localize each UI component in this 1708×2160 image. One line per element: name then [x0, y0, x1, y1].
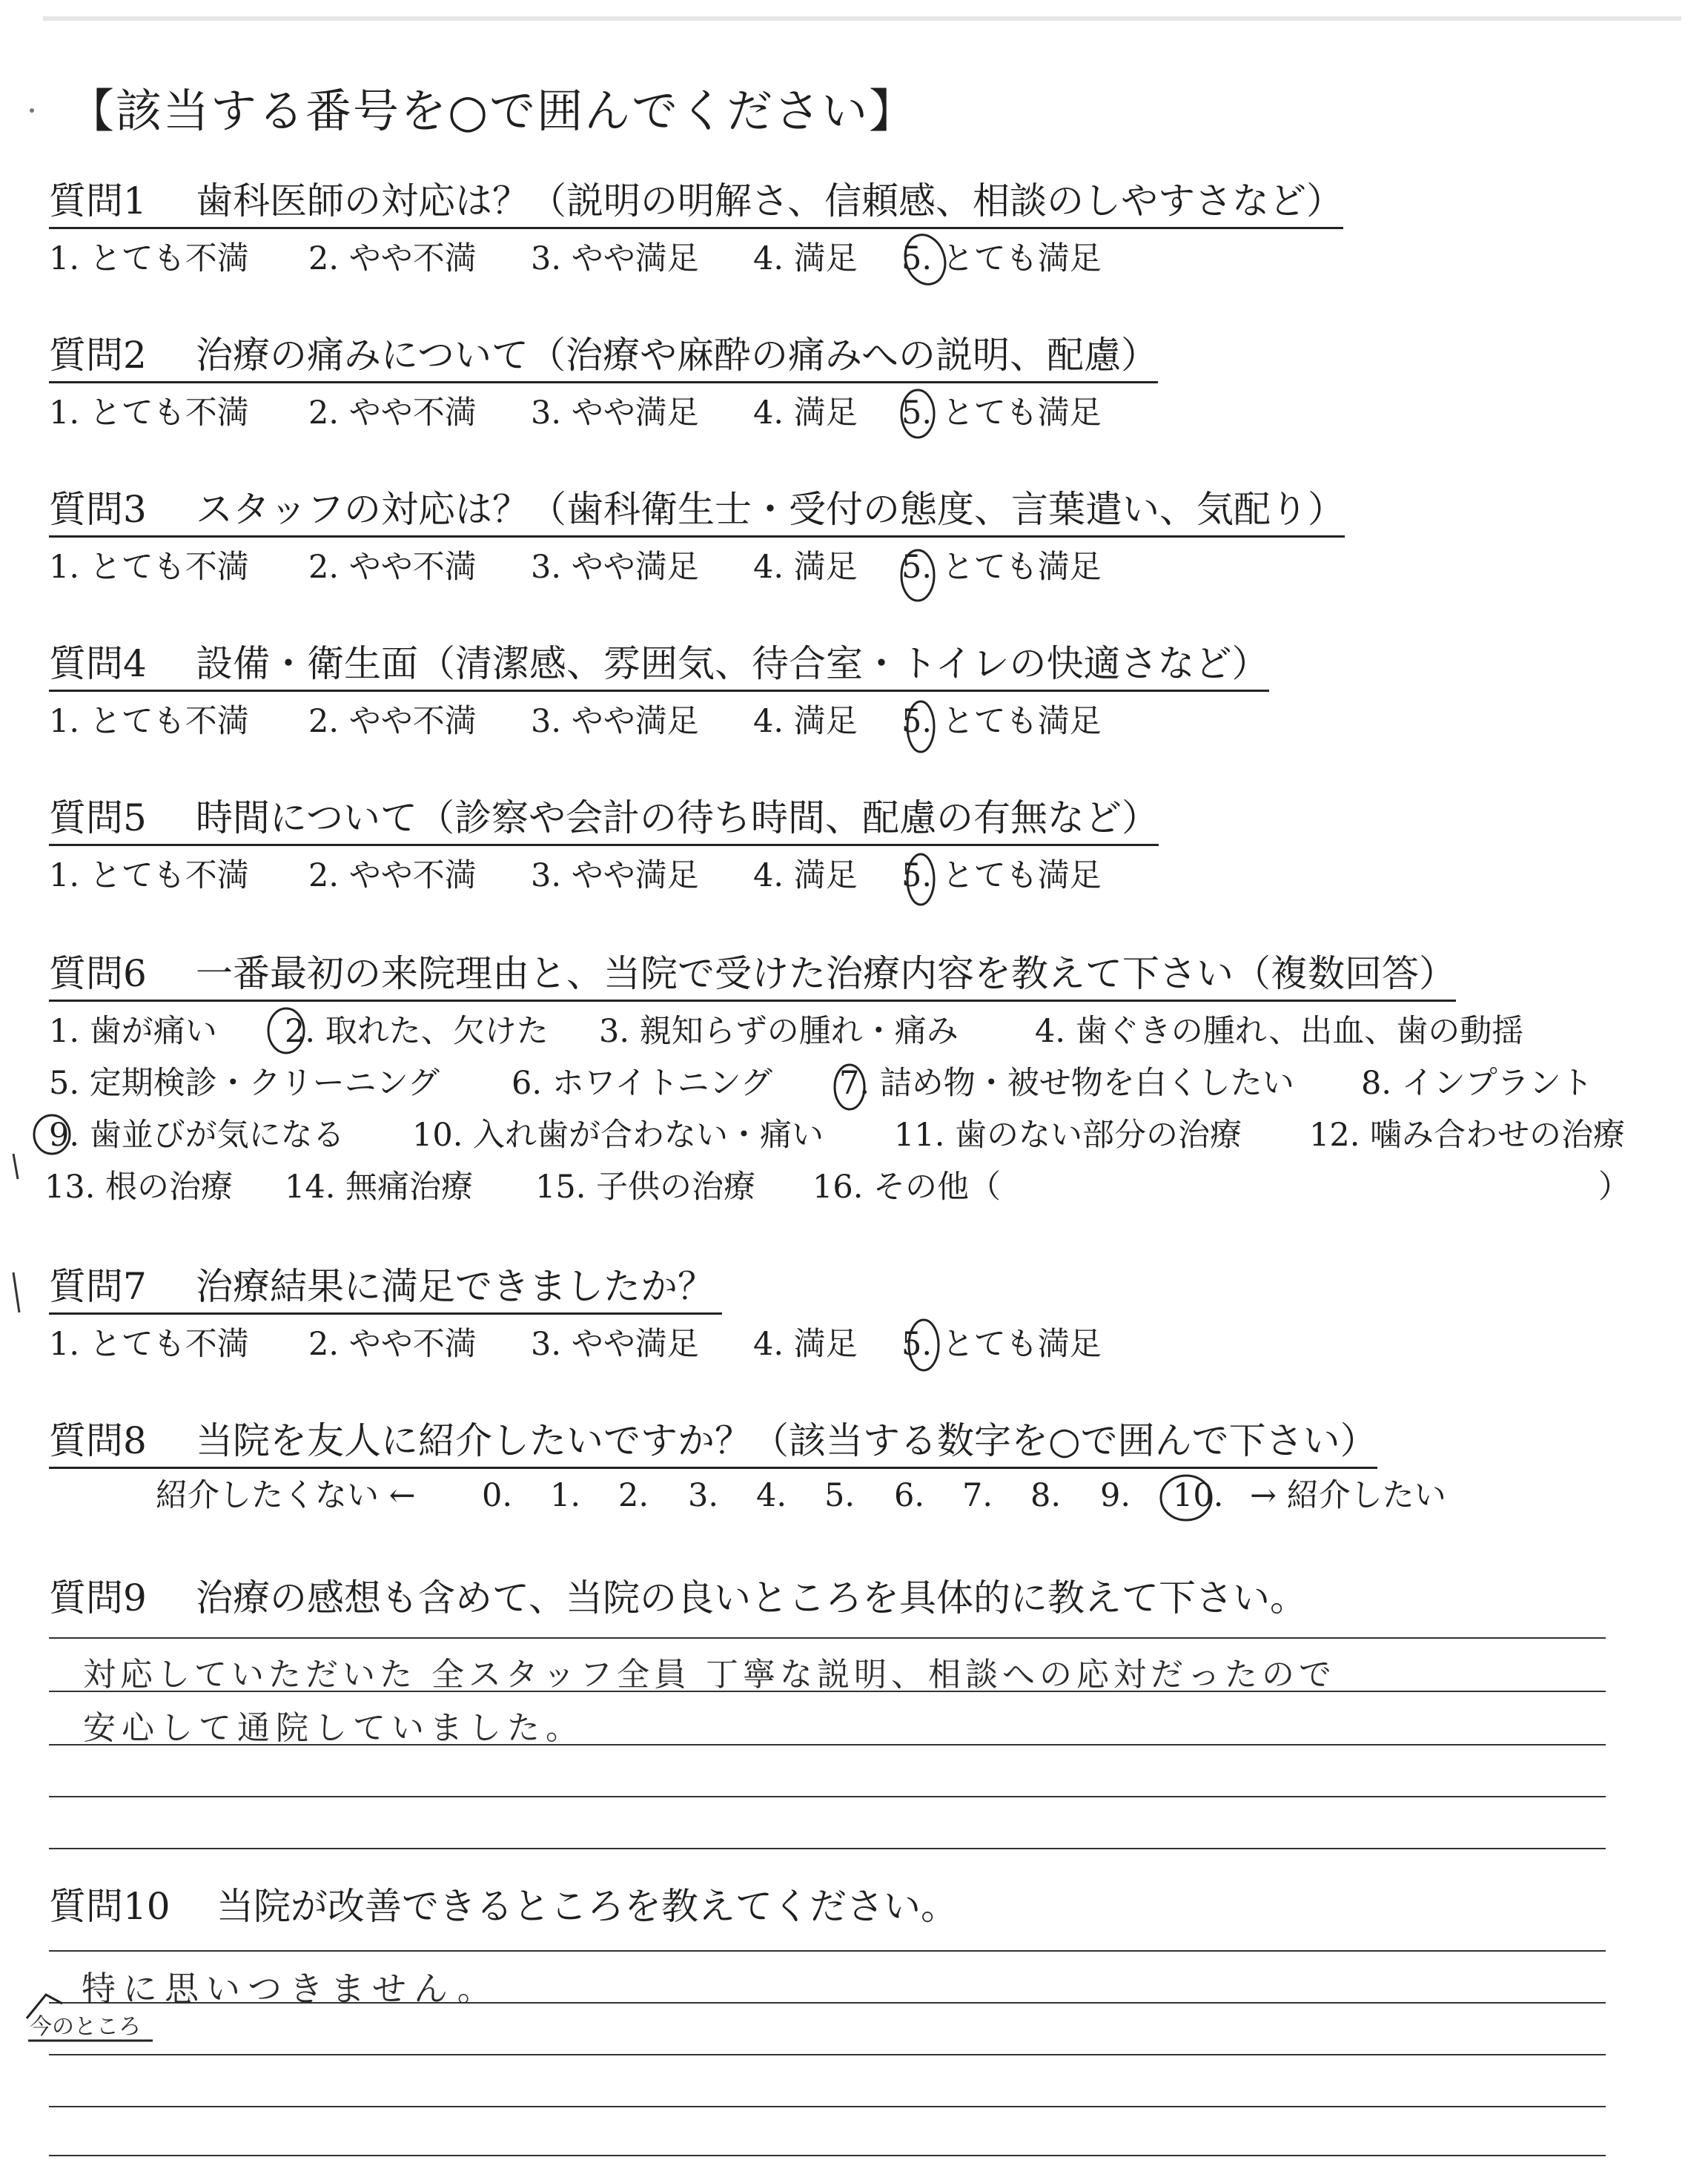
- question-10-text: 当院が改善できるところを教えてください。: [216, 1885, 958, 1928]
- question-2-number: 質問2: [49, 334, 147, 377]
- question-8-number: 質問8: [49, 1419, 147, 1462]
- q6-option-7[interactable]: 7. 詰め物・被せ物を白くしたい: [839, 1065, 1294, 1102]
- q9-handwritten-answer-2[interactable]: 安心して通院していました。: [83, 1709, 584, 1747]
- scale-3[interactable]: 3.: [688, 1477, 719, 1514]
- question-3: [49, 486, 1345, 538]
- q9-handwritten-answer-1[interactable]: 対応していただいた 全スタッフ全員 丁寧な説明、相談への応対だったので: [83, 1656, 1336, 1694]
- question-9-text: 治療の感想も含めて、当院の良いところを具体的に教えて下さい。: [196, 1576, 1307, 1619]
- option-2[interactable]: 2. やや不満: [308, 240, 477, 277]
- q6-option-3[interactable]: 3. 親知らずの腫れ・痛み: [599, 1013, 959, 1050]
- option-4[interactable]: 4. 満足: [753, 549, 858, 586]
- question-7: [49, 1264, 722, 1315]
- option-1[interactable]: 1. とても不満: [49, 857, 249, 894]
- question-1-title: [49, 178, 1343, 229]
- question-5: [49, 795, 1159, 846]
- question-9-title: [49, 1575, 1307, 1621]
- option-5[interactable]: 5. とても満足: [901, 703, 1102, 740]
- question-3-title: [49, 486, 1345, 538]
- option-4[interactable]: 4. 満足: [753, 240, 858, 277]
- question-4-number: 質問4: [49, 642, 147, 685]
- scale-1[interactable]: 1.: [550, 1477, 581, 1514]
- question-10-title: [49, 1883, 958, 1929]
- option-5[interactable]: 5. とても満足: [901, 394, 1102, 432]
- option-2[interactable]: 2. やや不満: [308, 703, 477, 740]
- q6-option-8[interactable]: 8. インプラント: [1361, 1065, 1593, 1102]
- question-8-title: [49, 1418, 1377, 1469]
- scale-10[interactable]: 10.: [1173, 1477, 1224, 1514]
- option-5[interactable]: 5. とても満足: [901, 857, 1102, 894]
- scale-9[interactable]: 9.: [1100, 1477, 1131, 1514]
- option-2[interactable]: 2. やや不満: [308, 1326, 477, 1363]
- option-3[interactable]: 3. やや満足: [531, 1326, 699, 1363]
- question-7-title: [49, 1264, 722, 1315]
- question-1-text: 歯科医師の対応は？（説明の明解さ、信頼感、相談のしやすさなど）: [196, 179, 1343, 222]
- question-7-text: 治療結果に満足できましたか？: [196, 1265, 715, 1308]
- answer-line: [49, 2054, 1606, 2055]
- question-2-text: 治療の痛みについて（治療や麻酔の痛みへの説明、配慮）: [196, 334, 1158, 377]
- option-3[interactable]: 3. やや満足: [531, 240, 699, 277]
- page-heading: 【該当する番号を○で囲んでください】: [68, 84, 917, 138]
- q10-handwritten-answer[interactable]: 特に思いつきません。: [82, 1969, 499, 2009]
- scale-right-label: → 紹介したい: [1250, 1477, 1446, 1514]
- margin-mark: [13, 1272, 19, 1312]
- question-6: [49, 951, 1456, 1002]
- q6-option-11[interactable]: 11. 歯のない部分の治療: [894, 1117, 1242, 1154]
- q6-option-13[interactable]: 13. 根の治療: [44, 1169, 234, 1206]
- scale-8[interactable]: 8.: [1030, 1477, 1062, 1514]
- q6-option-14[interactable]: 14. 無痛治療: [285, 1169, 474, 1206]
- q6-option-12[interactable]: 12. 噛み合わせの治療: [1309, 1117, 1626, 1154]
- option-1[interactable]: 1. とても不満: [49, 549, 249, 586]
- question-2-title: [49, 332, 1158, 383]
- option-1[interactable]: 1. とても不満: [49, 240, 249, 277]
- option-5[interactable]: 5. とても満足: [901, 549, 1102, 586]
- answer-line: [49, 1796, 1606, 1797]
- q6-option-10[interactable]: 10. 入れ歯が合わない・痛い: [412, 1117, 824, 1154]
- question-7-number: 質問7: [49, 1265, 147, 1308]
- q6-option-16[interactable]: 16. その他（: [812, 1169, 1002, 1206]
- option-3[interactable]: 3. やや満足: [531, 549, 699, 586]
- q6-option-16-close: ）: [1598, 1169, 1630, 1206]
- question-8: [49, 1418, 1377, 1469]
- q6-option-1[interactable]: 1. 歯が痛い: [49, 1013, 217, 1050]
- answer-line: [49, 1950, 1606, 1952]
- scale-0[interactable]: 0.: [482, 1477, 513, 1514]
- q6-option-9[interactable]: 9. 歯並びが気になる: [49, 1117, 345, 1154]
- option-2[interactable]: 2. やや不満: [308, 857, 477, 894]
- q6-option-4[interactable]: 4. 歯ぐきの腫れ、出血、歯の動揺: [1035, 1013, 1524, 1050]
- answer-line: [49, 2155, 1606, 2156]
- scale-left-label: 紹介したくない ←: [156, 1477, 416, 1514]
- question-2: [49, 332, 1158, 383]
- scale-5[interactable]: 5.: [824, 1477, 855, 1514]
- question-9-number: 質問9: [49, 1576, 147, 1619]
- scan-speck: [30, 108, 34, 113]
- answer-line: [49, 1637, 1606, 1639]
- question-3-number: 質問3: [49, 488, 147, 531]
- option-4[interactable]: 4. 満足: [753, 394, 858, 432]
- question-5-number: 質問5: [49, 796, 147, 839]
- option-4[interactable]: 4. 満足: [753, 1326, 858, 1363]
- option-1[interactable]: 1. とても不満: [49, 703, 249, 740]
- answer-line: [49, 2106, 1606, 2107]
- question-1-number: 質問1: [49, 179, 147, 222]
- scale-2[interactable]: 2.: [618, 1477, 649, 1514]
- question-5-text: 時間について（診察や会計の待ち時間、配慮の有無など）: [196, 796, 1159, 839]
- scan-edge: [43, 16, 1681, 21]
- question-4: [49, 641, 1269, 692]
- question-6-number: 質問6: [49, 952, 147, 995]
- option-3[interactable]: 3. やや満足: [531, 703, 699, 740]
- question-4-title: [49, 641, 1269, 692]
- q6-option-15[interactable]: 15. 子供の治療: [535, 1169, 756, 1206]
- answer-line: [49, 1848, 1606, 1849]
- q6-option-2[interactable]: 2. 取れた、欠けた: [285, 1013, 549, 1050]
- question-8-text: 当院を友人に紹介したいですか？（該当する数字を○で囲んで下さい）: [196, 1419, 1377, 1462]
- option-3[interactable]: 3. やや満足: [531, 394, 699, 432]
- scale-6[interactable]: 6.: [894, 1477, 925, 1514]
- question-3-text: スタッフの対応は？（歯科衛生士・受付の態度、言葉遣い、気配り）: [196, 488, 1345, 531]
- option-5[interactable]: 5. とても満足: [901, 1326, 1102, 1363]
- question-6-text: 一番最初の来院理由と、当院で受けた治療内容を教えて下さい（複数回答）: [196, 952, 1456, 995]
- question-1: [49, 178, 1343, 229]
- option-1[interactable]: 1. とても不満: [49, 1326, 249, 1363]
- question-4-text: 設備・衛生面（清潔感、雰囲気、待合室・トイレの快適さなど）: [196, 642, 1269, 685]
- q6-option-6[interactable]: 6. ホワイトニング: [512, 1065, 772, 1102]
- scale-7[interactable]: 7.: [962, 1477, 993, 1514]
- option-4[interactable]: 4. 満足: [753, 703, 858, 740]
- margin-mark: [13, 1154, 18, 1179]
- option-2[interactable]: 2. やや不満: [308, 549, 477, 586]
- scale-4[interactable]: 4.: [756, 1477, 787, 1514]
- question-6-title: [49, 951, 1456, 1002]
- option-4[interactable]: 4. 満足: [753, 857, 858, 894]
- question-10-number: 質問10: [49, 1885, 171, 1928]
- option-3[interactable]: 3. やや満足: [531, 857, 699, 894]
- option-1[interactable]: 1. とても不満: [49, 394, 249, 432]
- option-2[interactable]: 2. やや不満: [308, 394, 477, 432]
- question-5-title: [49, 795, 1159, 846]
- q10-handwritten-insert[interactable]: 今のところ: [30, 2014, 141, 2040]
- option-5[interactable]: 5. とても満足: [901, 240, 1102, 277]
- q6-option-5[interactable]: 5. 定期検診・クリーニング: [49, 1065, 440, 1102]
